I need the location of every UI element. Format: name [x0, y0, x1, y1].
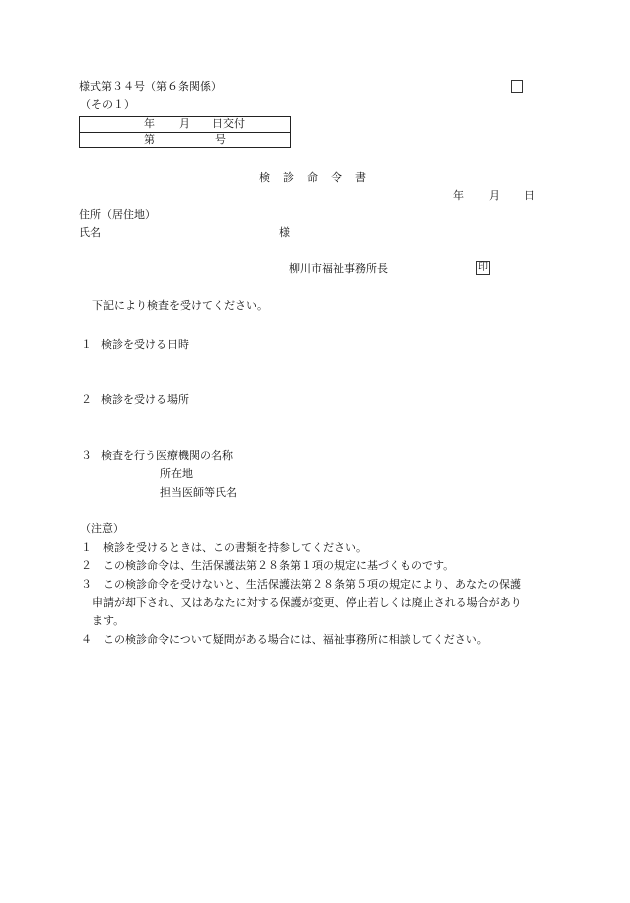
address-label: 住所（居住地） — [79, 208, 156, 221]
issue-go-label: 号 — [215, 133, 226, 146]
item-2-label: 検診を受ける場所 — [101, 393, 189, 406]
item-2-number: ２ — [81, 393, 92, 406]
issue-year-label: 年 — [144, 117, 155, 130]
name-label: 氏名 — [79, 226, 101, 239]
seal-stamp: 印 — [478, 262, 488, 273]
date-day-label: 日 — [524, 189, 535, 202]
sub-number: （その１） — [80, 98, 135, 111]
item-3-location-label: 所在地 — [160, 467, 193, 480]
item-3-doctor-label: 担当医師等氏名 — [160, 486, 237, 499]
note-line-3: ３ この検診命令を受けないと、生活保護法第２８条第５項の規定により、あなたの保護 — [81, 578, 521, 591]
note-line-4: ４ この検診命令について疑問がある場合には、福祉事務所に相談してください。 — [81, 633, 488, 646]
issuer-name: 柳川市福祉事務所長 — [289, 262, 388, 275]
document-title: 検診命令書 — [259, 171, 379, 184]
honorific: 様 — [279, 226, 290, 239]
date-month-label: 月 — [489, 189, 500, 202]
notes-heading: （注意） — [80, 522, 124, 535]
issue-month-label: 月 — [179, 117, 190, 130]
issue-table-row-number — [80, 132, 290, 147]
note-line-3-end: ます。 — [92, 614, 125, 627]
issue-day-label: 日交付 — [212, 117, 245, 130]
issue-table — [79, 116, 291, 148]
item-3-label: 検査を行う医療機関の名称 — [101, 449, 233, 462]
form-number: 様式第３４号（第６条関係） — [79, 80, 222, 93]
body-text: 下記により検査を受けてください。 — [92, 299, 268, 312]
item-3-number: ３ — [81, 449, 92, 462]
issue-table-row-date — [80, 117, 290, 133]
item-1-label: 検診を受ける日時 — [101, 338, 189, 351]
item-1-number: １ — [81, 338, 92, 351]
note-line-3-cont: 申請が却下され、又はあなたに対する保護が変更、停止若しくは廃止される場合があり — [92, 596, 522, 609]
note-line-1: １ 検診を受けるときは、この書類を持参してください。 — [81, 541, 367, 554]
date-year-label: 年 — [453, 189, 464, 202]
checkbox[interactable] — [511, 80, 523, 93]
issue-dai-label: 第 — [144, 133, 155, 146]
note-line-2: ２ この検診命令は、生活保護法第２８条第１項の規定に基づくものです。 — [81, 559, 455, 572]
